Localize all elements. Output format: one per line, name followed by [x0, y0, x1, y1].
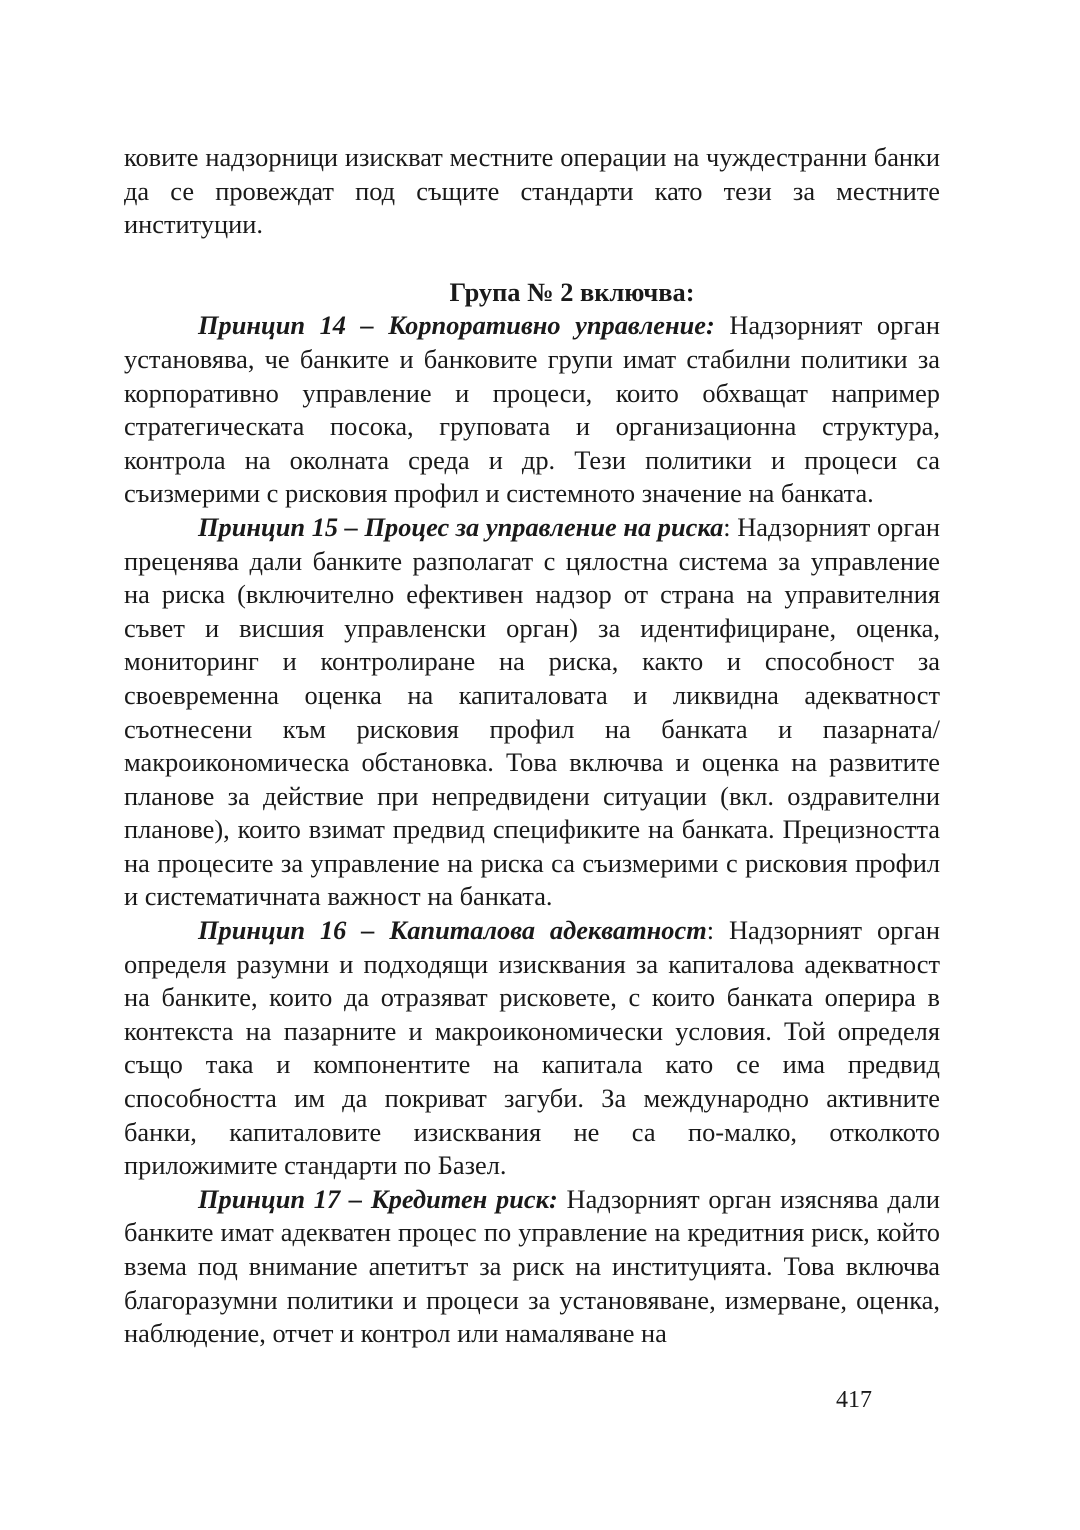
principle-16-paragraph [124, 914, 940, 1183]
principle-15-paragraph [124, 511, 940, 914]
principle-16-text: : Надзорният орган определя разумни и подходящи изисквания за капиталова адекватност на банките, които да отразяват рисковете, с които банката оперира в контекста на пазарните и макроикономически условия. Той определя също така и компонентите на капитала като се има предвид способността им да покриват загуби. За международно активните банки, капиталовите изисквания не са по-малко, отколкото приложимите стандарти по Базел. [124, 915, 940, 1181]
intro-paragraph: ковите надзорници изискват местните операции на чуждестранни банки да се провеждат под същите стандарти като тези за местните институции. [124, 142, 940, 240]
document-page [124, 141, 940, 1351]
principle-14-paragraph [124, 309, 940, 511]
principle-14-text: Надзорният орган установява, че банките и банковите групи имат стабилни политики за корпоративно управление и процеси, които обхващат например стратегическата посока, груповата и организационна структура, контрола на околната среда и др. Тези политики и процеси са съизмерими с рисковия профил и системното значение на банката. [124, 310, 940, 509]
principle-17-paragraph [124, 1183, 940, 1351]
section-gap [124, 242, 940, 276]
principle-15-text: : Надзорният орган преценява дали банките разполагат с цялостна система за управление на риска (включително ефективен надзор от страна на управителния съвет и висшия управленски орган) за идентифициране, оценка, мониторинг и контролиране на риска, както и способност за своевременна оценка на капиталовата и ликвидна адекватност съотнесени към рисковия профил на банката и пазарната/макроикономическа обстановка. Това включва и оценка на развитите планове за действие при непредвидени ситуации (вкл. оздравителни планове), които взимат предвид спецификите на банката. Прецизността на процесите за управление на риска са съизмерими с рисковия профил и систематичната важност на банката. [124, 511, 940, 912]
principle-17-text: Надзорният орган изяснява дали банките имат адекватен процес по управление на кредитния риск, който взема под внимание апетитът за риск на институцията. Това включва благоразумни политики и процеси за установяване, измерване, оценка, наблюдение, отчет и контрол или намаляване на [124, 1183, 940, 1349]
group-heading: Група № 2 включва: [449, 276, 695, 307]
principle-14-term: Принцип 14 – Корпоративно управление: [198, 310, 715, 341]
principle-15-term: Принцип 15 – Процес за управление на риска [198, 511, 724, 542]
principle-16-term: Принцип 16 – Капиталова адекватност [198, 915, 707, 946]
page-number: 417 [836, 1387, 872, 1413]
principle-17-term: Принцип 17 – Кредитен риск: [198, 1183, 558, 1214]
